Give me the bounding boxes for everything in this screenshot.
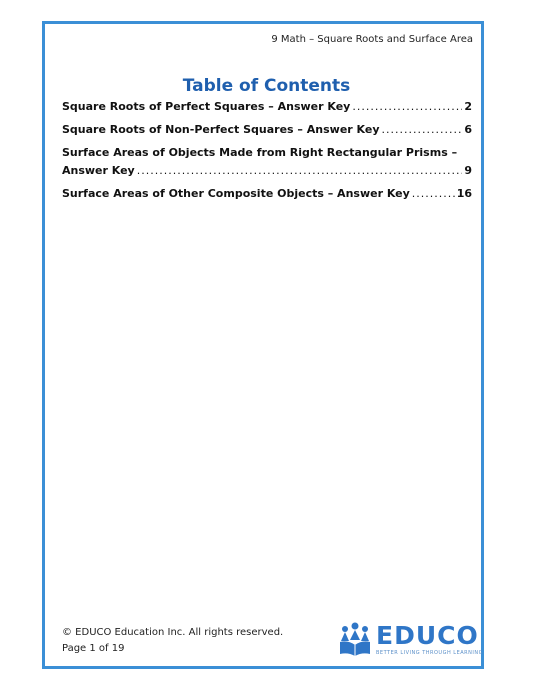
toc-leader-dots — [412, 187, 455, 201]
toc-entry[interactable] — [62, 100, 472, 114]
copyright-text: © EDUCO Education Inc. All rights reserved. — [62, 627, 284, 638]
toc-entry-page: 16 — [456, 187, 472, 200]
page-number: Page 1 of 19 — [62, 643, 125, 654]
educo-logo-icon — [336, 620, 374, 660]
toc-leader-dots — [137, 164, 463, 178]
toc-entry-label: Square Roots of Perfect Squares – Answer Key — [62, 100, 351, 113]
toc-leader-dots — [352, 100, 462, 114]
toc-entry[interactable] — [62, 146, 472, 178]
logo-wordmark: EDUCO — [376, 621, 479, 650]
educo-logo — [336, 620, 483, 660]
page-header: 9 Math – Square Roots and Surface Area — [271, 34, 473, 45]
toc-entry-page: 6 — [464, 123, 472, 136]
table-of-contents — [62, 100, 472, 210]
toc-leader-dots — [382, 123, 463, 137]
toc-entry-page: 9 — [464, 164, 472, 177]
toc-title: Table of Contents — [182, 76, 351, 96]
toc-entry-label: Surface Areas of Objects Made from Right Rectangular Prisms – — [62, 146, 458, 159]
logo-tagline: BETTER LIVING THROUGH LEARNING — [376, 650, 483, 656]
toc-entry-label: Square Roots of Non-Perfect Squares – Answer Key — [62, 123, 380, 136]
toc-entry-page: 2 — [464, 100, 472, 113]
toc-entry[interactable] — [62, 123, 472, 137]
toc-entry-label-continued: Answer Key — [62, 164, 135, 177]
toc-entry-label: Surface Areas of Other Composite Objects – Answer Key — [62, 187, 410, 200]
toc-entry[interactable] — [62, 187, 472, 201]
